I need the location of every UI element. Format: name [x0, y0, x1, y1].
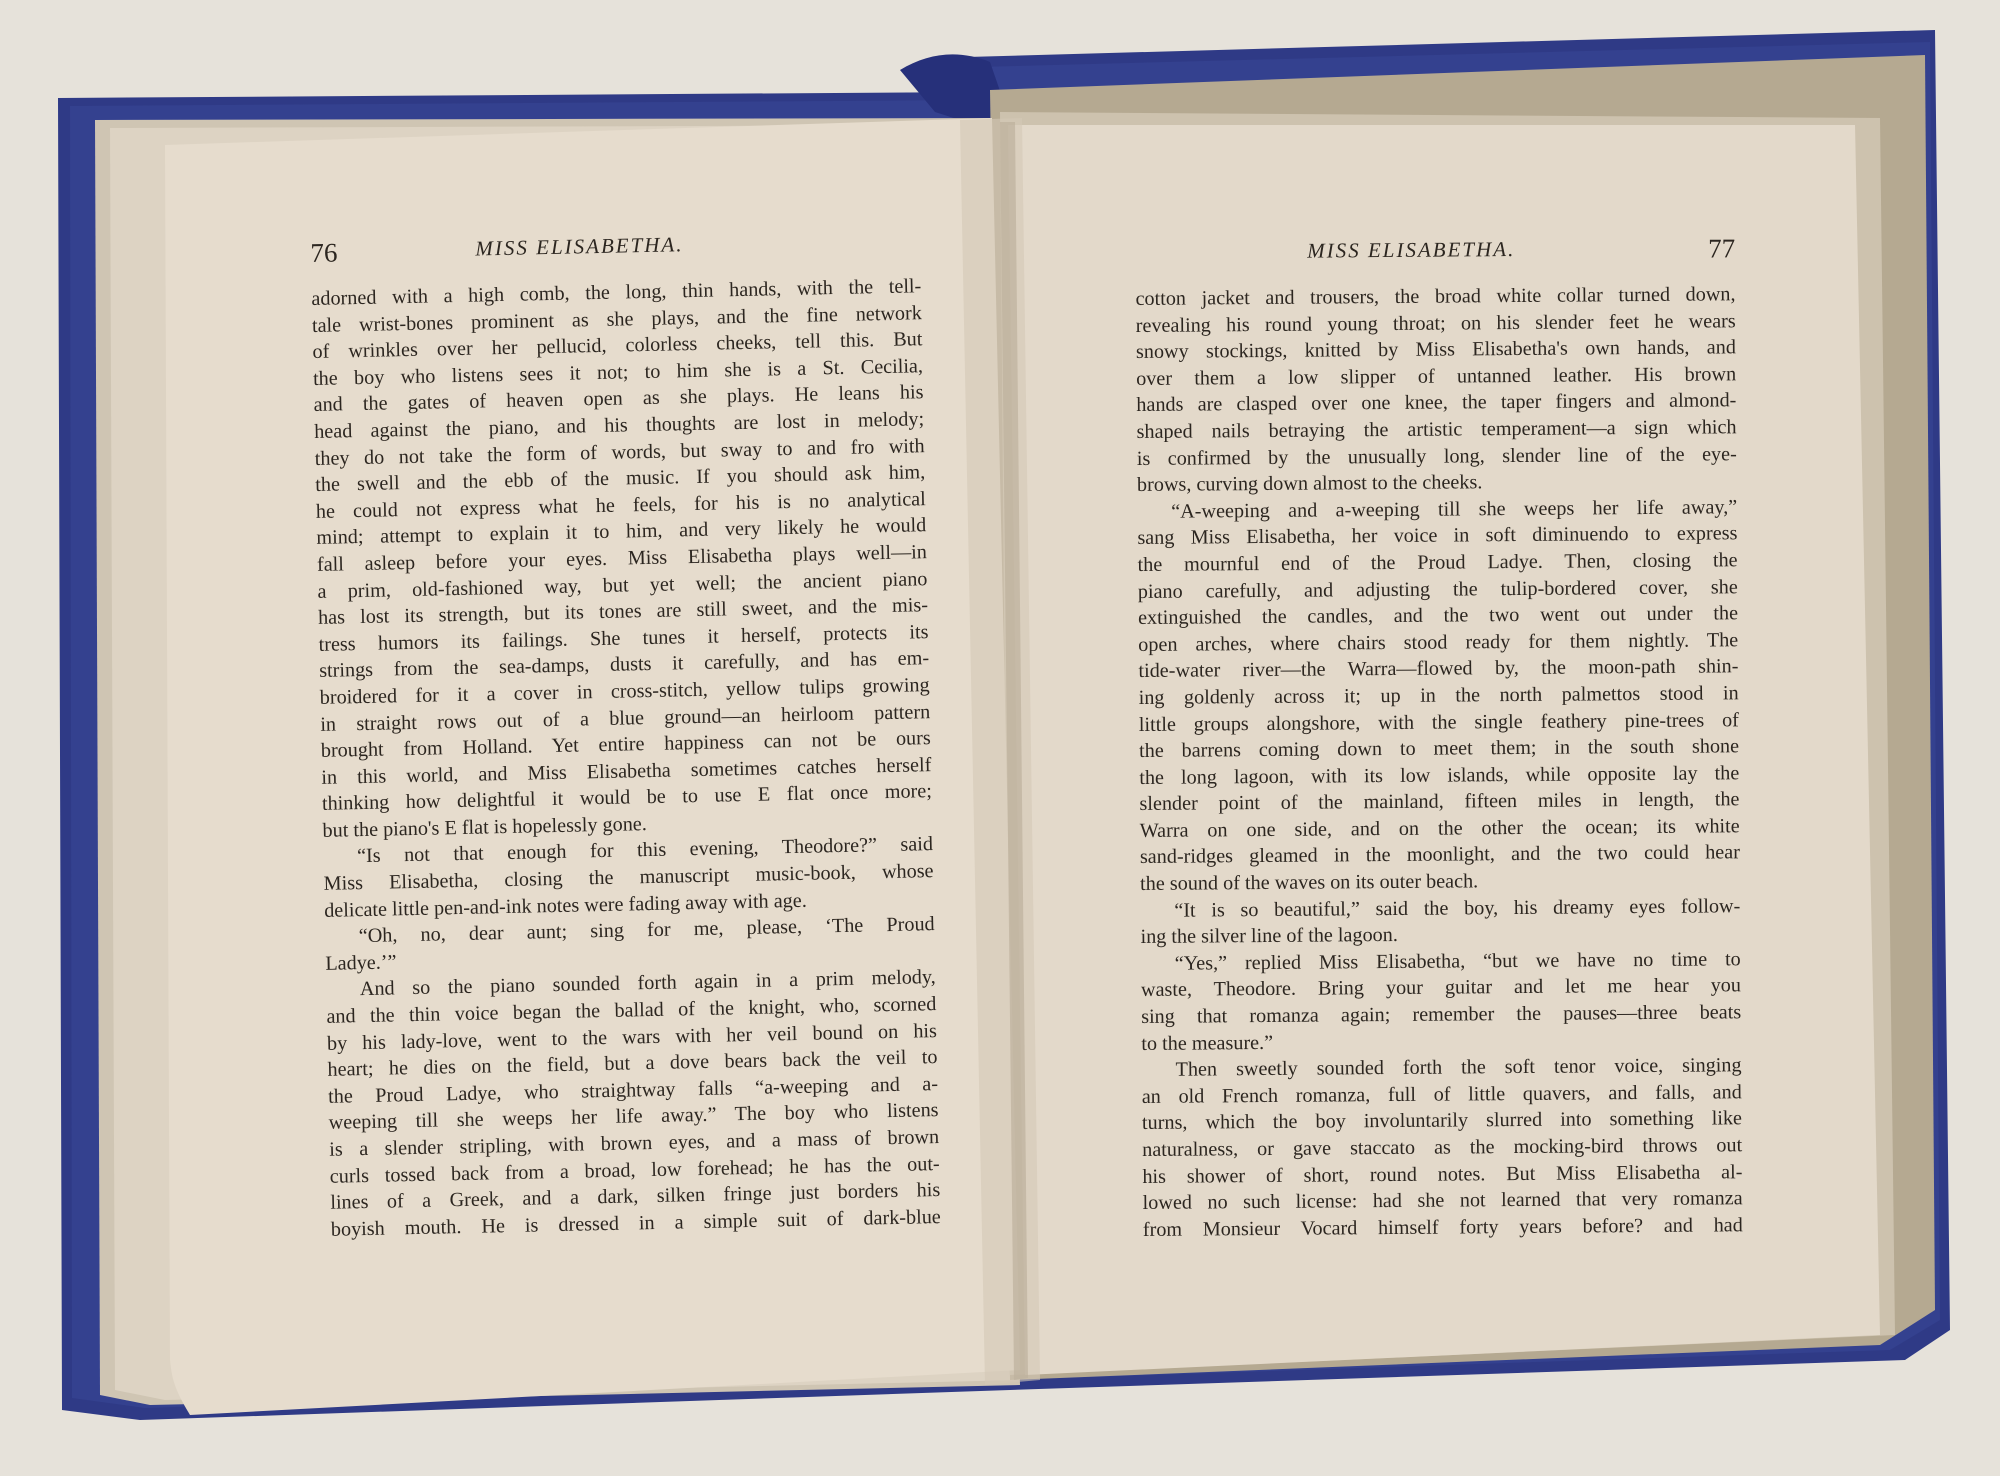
text-line: the barrens coming down to meet them; in the south shone — [1138, 735, 1740, 763]
text-line: little groups alongshore, with the single feathery pine-trees of — [1138, 708, 1739, 736]
text-line: over them a low slipper of untanned leather. His brown — [1136, 363, 1737, 390]
text-line: tale wrist-bones prominent as she plays, and the fine network — [311, 301, 923, 337]
text-line: brought from Holland. Yet entire happiness can not be ours — [320, 727, 931, 762]
text-line: revealing his round young throat; on his slender feet he wears — [1135, 309, 1736, 337]
text-line: tide-water river—the Warra—flowed by, the moon-path shin- — [1138, 655, 1739, 683]
running-head: MISS ELISABETHA. — [475, 232, 684, 261]
text-line: broidered for it a cover in cross-stitch, yellow tulips growing — [319, 674, 930, 709]
text-line: the sound of the waves on its outer beach. — [1140, 870, 1479, 896]
text-line: hands are clasped over one knee, the taper fingers and almond- — [1136, 389, 1737, 417]
text-line: is a slender stripling, with brown eyes, and a mass of brown — [328, 1126, 940, 1161]
text-line: And so the piano sounded forth again in a prim melody, — [359, 966, 936, 1001]
running-head: MISS ELISABETHA. — [1307, 237, 1516, 263]
text-line: of wrinkles over her pellucid, colorless cheeks, tell this. But — [312, 328, 923, 364]
text-line: boyish mouth. He is dressed in a simple suit of dark-blue — [330, 1205, 941, 1241]
text-line: fall asleep before your eyes. Miss Elisabetha plays well—in — [316, 541, 928, 576]
page-number: 76 — [310, 237, 338, 268]
text-line: in this world, and Miss Elisabetha sometimes catches herself — [321, 753, 932, 789]
text-line: by his lady-love, went to the wars with her veil bound on his — [326, 1019, 938, 1055]
text-line: the swell and the ebb of the music. If you should ask him, — [315, 461, 926, 497]
text-line: thinking how delightful it would be to use E flat once more; — [321, 780, 933, 816]
text-line: “A-weeping and a-weeping till she weeps her life away,” — [1171, 496, 1738, 523]
text-line: snowy stockings, knitted by Miss Elisabetha's own hands, and — [1135, 336, 1737, 364]
text-line: is confirmed by the unusually long, slender line of the eye- — [1136, 442, 1737, 470]
text-line: shaped nails betraying the artistic temperament—a sign which — [1136, 416, 1737, 443]
text-line: adorned with a high comb, the long, thin hands, with the tell- — [311, 275, 922, 310]
text-line: the boy who listens sees it not; to him she is a St. Cecilia, — [312, 354, 924, 390]
text-line: and the thin voice began the ballad of the knight, who, scorned — [326, 993, 937, 1028]
text-line: mind; attempt to explain it to him, and very likely he would — [316, 514, 927, 550]
text-line: Ladye.’” — [325, 951, 397, 975]
text-line: brows, curving down almost to the cheeks. — [1136, 471, 1483, 497]
text-line: open arches, where chairs stood ready for them nightly. The — [1138, 628, 1739, 656]
text-line: delicate little pen-and-ink notes were fading away with age. — [323, 889, 807, 922]
text-line: from Monsieur Vocard himself forty years before? and had — [1142, 1214, 1743, 1241]
text-line: ing the silver line of the lagoon. — [1140, 924, 1398, 949]
left-page-text — [310, 219, 941, 1243]
text-line: to the measure.” — [1141, 1031, 1274, 1055]
text-line: sang Miss Elisabetha, her voice in soft diminuendo to express — [1137, 522, 1738, 550]
text-line: Then sweetly sounded forth the soft tenor voice, singing — [1175, 1054, 1742, 1081]
text-line: Miss Elisabetha, closing the manuscript music-book, whose — [323, 860, 934, 895]
left-page-body — [311, 273, 941, 1243]
text-line: “Is not that enough for this evening, Theodore?” said — [356, 833, 934, 868]
text-line: “Oh, no, dear aunt; sing for me, please, ‘The Proud — [358, 913, 935, 948]
page-number: 77 — [1708, 233, 1736, 264]
text-line: in straight rows out of a blue ground—an heirloom pattern — [320, 700, 931, 736]
text-line: waste, Theodore. Bring your guitar and let me hear you — [1140, 974, 1742, 1002]
text-line: tress humors its failings. She tunes it herself, protects its — [318, 620, 929, 656]
text-line: has lost its strength, but its tones are still sweet, and the mis- — [317, 594, 929, 630]
text-line: but the piano's E flat is hopelessly gone. — [322, 812, 648, 842]
text-line: sand-ridges gleamed in the moonlight, and the two could hear — [1139, 841, 1740, 869]
text-line: extinguished the candles, and the two went out under the — [1137, 602, 1739, 630]
text-line: strings from the sea-damps, dusts it carefully, and has em- — [318, 647, 930, 683]
text-line: lowed no such license: had she not learned that very romanza — [1142, 1187, 1743, 1215]
text-line: ing goldenly across it; up in the north palmettos stood in — [1138, 682, 1739, 709]
text-line: lines of a Greek, and a dark, silken fringe just borders his — [330, 1179, 941, 1214]
text-line: cotton jacket and trousers, the broad white collar turned down, — [1135, 283, 1736, 310]
text-line: and the gates of heaven open as she plays. He leans his — [313, 381, 924, 417]
text-line: “Yes,” replied Miss Elisabetha, “but we have no time to — [1174, 948, 1741, 975]
text-line: weeping till she weeps her life away.” The boy who listens — [328, 1099, 939, 1135]
text-line: sing that romanza again; remember the pauses—three beats — [1141, 1001, 1742, 1029]
text-line: a prim, old-fashioned way, but yet well; the ancient piano — [317, 567, 928, 603]
text-line: the long lagoon, with its low islands, while opposite lay the — [1139, 761, 1740, 789]
text-line: naturalness, or gave staccato as the mocking-bird throws out — [1142, 1134, 1743, 1161]
text-line: curls tossed back from a broad, low forehead; he has the out- — [329, 1152, 940, 1188]
text-line: turns, which the boy involuntarily slurred into something like — [1141, 1107, 1743, 1135]
text-line: the Proud Ladye, who straightway falls “a-weeping and a- — [327, 1072, 939, 1108]
text-line: his shower of short, round notes. But Miss Elisabetha al- — [1142, 1160, 1743, 1188]
text-line: “It is so beautiful,” said the boy, his dreamy eyes follow- — [1174, 894, 1741, 922]
right-page-text — [1135, 227, 1743, 1243]
text-line: heart; he dies on the field, but a dove bears back the veil to — [327, 1046, 938, 1082]
text-line: an old French romanza, full of little quavers, and falls, and — [1141, 1081, 1742, 1108]
text-line: piano carefully, and adjusting the tulip-bordered cover, she — [1137, 575, 1738, 603]
text-line: slender point of the mainland, fifteen miles in length, the — [1139, 788, 1740, 816]
right-page-header — [1135, 227, 1735, 278]
right-page-body — [1135, 281, 1743, 1243]
text-line: he could not express what he feels, for his is no analytical — [315, 487, 926, 523]
text-line: head against the piano, and his thoughts are lost in melody; — [313, 408, 925, 443]
text-line: Warra on one side, and on the other the ocean; its white — [1139, 815, 1740, 842]
text-line: the mournful end of the Proud Ladye. Then, closing the — [1137, 549, 1738, 576]
text-line: they do not take the form of words, but sway to and fro with — [314, 434, 925, 470]
